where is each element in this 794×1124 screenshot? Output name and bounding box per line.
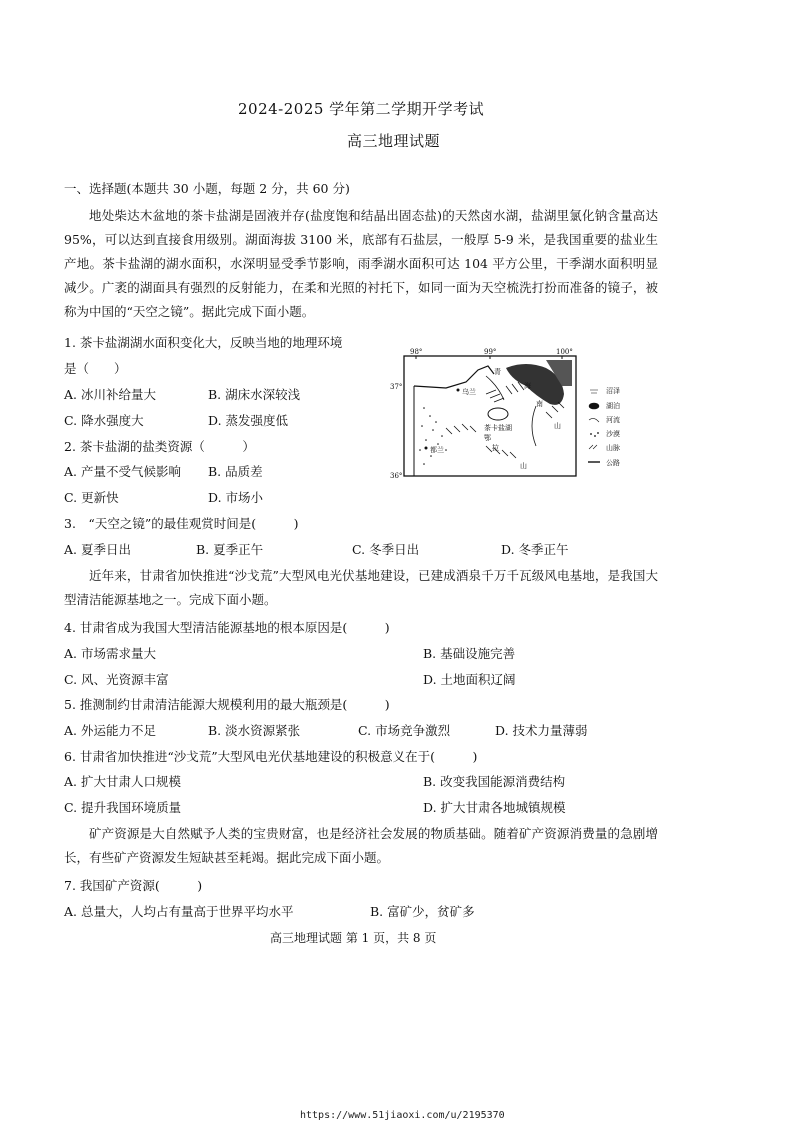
question-7-option-b[interactable]: B. 富矿少，贫矿多 [370, 904, 475, 919]
place-wulan: 乌兰 [462, 388, 476, 396]
passage-1: 地处柴达木盆地的茶卡盐湖是固液并存(盐度饱和结晶出固态盐)的天然卤水湖，盐湖里氯化钠含量高达 95%，可以达到直接食用级别。湖面海拔 3100 米，底部有石盐层，一般厚 5-9 米，是我国重要的盐业生产地。茶卡盐湖的湖水面积，水深明显受季节影响，雨季湖水面积可达 104 平方公里，干季湖水面积明显减少。广袤的湖面具有强烈的反射能力，在柔和光照的衬托下，如同一面为天空梳洗打扮而准备的镜子，被称为中国的“天空之镜”。据此完成下面小题。 [64, 208, 658, 319]
place-qing: 青 [494, 368, 501, 376]
legend-desert: 沙漠 [606, 430, 620, 438]
page-footer: 高三地理试题 第 1 页，共 8 页 [270, 931, 437, 945]
question-2-option-d[interactable]: D. 市场小 [208, 490, 264, 505]
question-3-option-c[interactable]: C. 冬季日出 [352, 542, 420, 557]
question-3-option-d[interactable]: D. 冬季正午 [501, 542, 569, 557]
question-1-option-b[interactable]: B. 湖床水深较浅 [208, 387, 301, 402]
place-dulan: 都兰 [430, 446, 444, 454]
question-1-stem: 1. 茶卡盐湖湖水面积变化大，反映当地的地理环境 [64, 335, 343, 350]
legend-marsh: 沼泽 [606, 387, 620, 395]
question-2-option-c[interactable]: C. 更新快 [64, 490, 119, 505]
passage-2: 近年来，甘肃省加快推进“沙戈荒”大型风电光伏基地建设，已建成酒泉千万千瓦级风电基地，是我国大型清洁能源基地之一。完成下面小题。 [64, 568, 658, 607]
question-3-option-a[interactable]: A. 夏季日出 [64, 542, 131, 557]
question-7-stem: 7. 我国矿产资源( ) [64, 878, 203, 893]
legend-lake: 湖泊 [606, 402, 620, 410]
question-6-option-b[interactable]: B. 改变我国能源消费结构 [423, 774, 566, 789]
question-4-stem: 4. 甘肃省成为我国大型清洁能源基地的根本原因是( ) [64, 620, 390, 635]
question-4-option-a[interactable]: A. 市场需求量大 [64, 646, 156, 661]
place-nan: 南 [536, 400, 543, 408]
lat-label-37: 37° [390, 383, 403, 391]
place-shan-1: 山 [554, 422, 561, 430]
passage-3: 矿产资源是大自然赋予人类的宝贵财富，也是经济社会发展的物质基础。随着矿产资源消费量的急剧增长，有些矿产资源发生短缺甚至耗竭。据此完成下面小题。 [64, 826, 658, 865]
legend-road: 公路 [606, 459, 620, 467]
lon-label-98: 98° [410, 348, 423, 356]
question-6-stem: 6. 甘肃省加快推进“沙戈荒”大型风电光伏基地建设的积极意义在于( ) [64, 749, 478, 764]
question-6-option-c[interactable]: C. 提升我国环境质量 [64, 800, 182, 815]
question-1-option-a[interactable]: A. 冰川补给量大 [64, 387, 156, 402]
question-3-stem: 3. “天空之镜”的最佳观赏时间是( ) [64, 516, 299, 531]
question-4-option-d[interactable]: D. 土地面积辽阔 [423, 672, 516, 687]
legend-river: 河流 [606, 416, 620, 424]
lon-label-100: 100° [556, 348, 573, 356]
question-6-option-d[interactable]: D. 扩大甘肃各地城镇规模 [423, 800, 566, 815]
exam-title: 2024-2025 学年第二学期开学考试 [238, 100, 485, 118]
question-2-option-a[interactable]: A. 产量不受气候影响 [64, 464, 181, 479]
lat-label-36: 36° [390, 472, 403, 480]
question-4-option-b[interactable]: B. 基础设施完善 [423, 646, 516, 661]
map-legend [588, 386, 620, 467]
question-6-option-a[interactable]: A. 扩大甘肃人口规模 [64, 774, 181, 789]
question-5-option-c[interactable]: C. 市场竞争激烈 [358, 723, 451, 738]
question-7-option-a[interactable]: A. 总量大，人均占有量高于世界平均水平 [64, 904, 294, 919]
question-3-option-b[interactable]: B. 夏季正午 [196, 542, 264, 557]
legend-mountain: 山脉 [606, 444, 620, 452]
place-la: 拉 [492, 444, 499, 452]
place-chaka: 茶卡盐湖 [484, 424, 512, 432]
question-1-option-c[interactable]: C. 降水强度大 [64, 413, 144, 428]
lon-label-99: 99° [484, 348, 497, 356]
question-1-stem-cont: 是（ ） [64, 361, 127, 376]
watermark-url[interactable]: https://www.51jiaoxi.com/u/2195370 [300, 1110, 505, 1121]
chaka-lake [488, 408, 508, 420]
question-5-option-b[interactable]: B. 淡水资源紧张 [208, 723, 301, 738]
question-5-option-d[interactable]: D. 技术力量薄弱 [495, 723, 588, 738]
question-1-option-d[interactable]: D. 蒸发强度低 [208, 413, 289, 428]
place-shan-2: 山 [520, 462, 527, 470]
question-5-option-a[interactable]: A. 外运能力不足 [64, 723, 156, 738]
question-2-option-b[interactable]: B. 品质差 [208, 464, 263, 479]
place-hai: 海 [524, 382, 531, 390]
section-heading: 一、选择题(本题共 30 小题，每题 2 分，共 60 分) [64, 181, 350, 196]
question-4-option-c[interactable]: C. 风、光资源丰富 [64, 672, 169, 687]
chaka-salt-lake-map [386, 346, 676, 482]
question-2-stem: 2. 茶卡盐湖的盐类资源（ ） [64, 439, 255, 454]
question-5-stem: 5. 推测制约甘肃清洁能源大规模利用的最大瓶颈是( ) [64, 697, 390, 712]
exam-subtitle: 高三地理试题 [347, 132, 441, 150]
place-e: 鄂 [484, 434, 491, 442]
